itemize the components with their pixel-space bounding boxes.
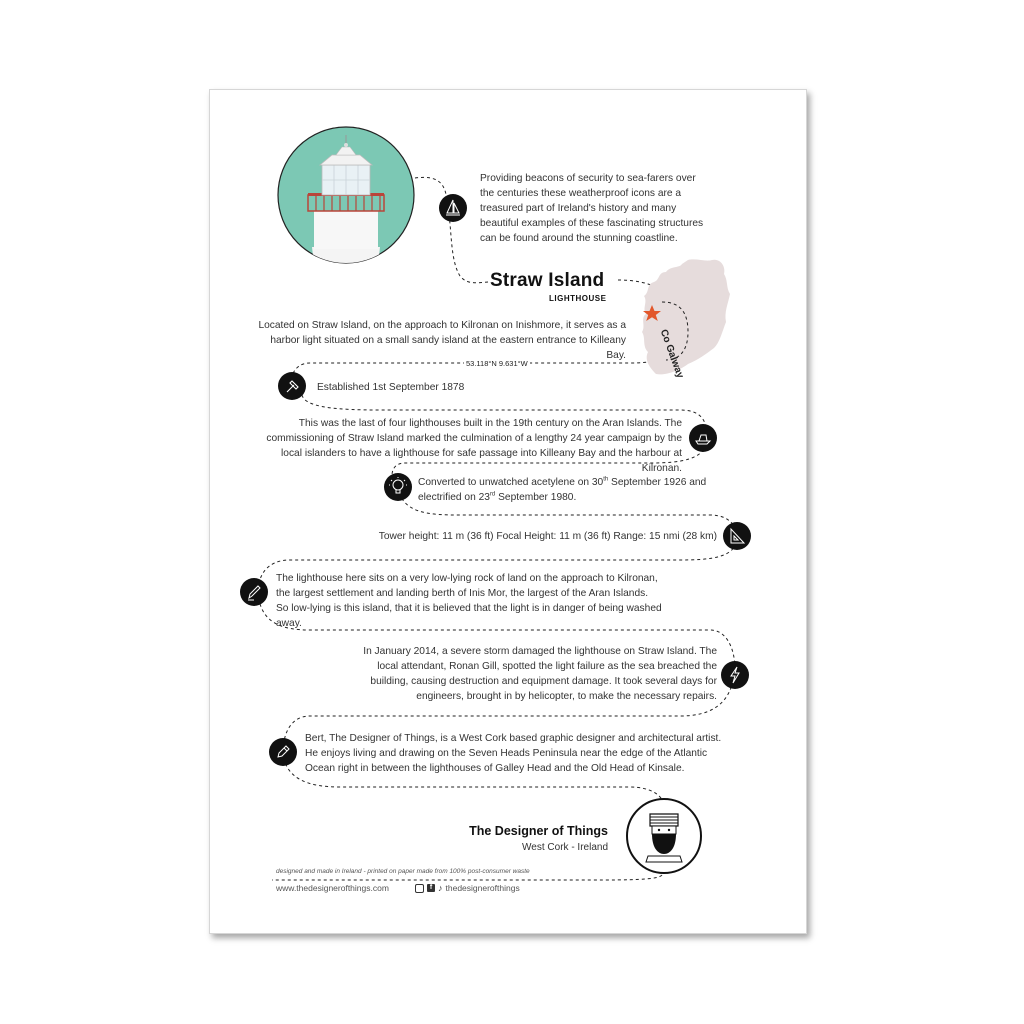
timeline-conversion: Converted to unwatched acetylene on 30th September 1926 and electrified on 23rd September 1980. <box>418 476 707 503</box>
lightning-icon <box>721 661 749 689</box>
coordinates-label: 53.118°N 9.631°W <box>466 359 528 368</box>
designer-portrait <box>624 796 704 876</box>
print-sheet <box>209 89 807 934</box>
county-label: Co Galway <box>657 328 686 380</box>
designer-location: West Cork - Ireland <box>522 842 608 853</box>
pen-icon <box>269 738 297 766</box>
facebook-icon[interactable]: f <box>427 884 435 892</box>
social-handle: thedesignerofthings <box>445 883 520 893</box>
timeline-history: This was the last of four lighthouses built in the 19th century on the Aran Islands. The commissioning of Straw Island marked the culmination of a lengthy 24 year campaign by the local islanders to have a lighthouse for safe passage into Killeany Bay and the harbour at Kilronan. <box>266 418 682 474</box>
timeline-storm: In January 2014, a severe storm damaged the lighthouse on Straw Island. The local attendant, Ronan Gill, spotted the light failure as the sea breached the building, causing destruction and equipment damage. It took several days for engineers, brought in by helicopter, to make the necessary repairs. <box>363 646 717 702</box>
footer-website[interactable]: www.thedesignerofthings.com <box>276 883 389 893</box>
hammer-icon <box>278 372 306 400</box>
tiktok-icon[interactable]: ♪ <box>438 883 443 893</box>
footer-social[interactable] <box>415 883 520 893</box>
ireland-map <box>636 256 736 381</box>
instagram-icon[interactable] <box>415 884 424 893</box>
timeline-established: Established 1st September 1878 <box>317 382 465 393</box>
intro-paragraph: Providing beacons of security to sea-farers over the centuries these weatherproof icons are a treasured part of Ireland's history and many beautiful examples of these fascinating structures can be found around the stunning coastline. <box>480 173 704 244</box>
page-subtitle: LIGHTHOUSE <box>549 294 607 303</box>
boat-icon <box>689 424 717 452</box>
page-title: Straw Island <box>490 270 605 291</box>
lightbulb-icon <box>384 473 412 501</box>
set-square-icon <box>723 522 751 550</box>
timeline-dimensions: Tower height: 11 m (36 ft) Focal Height: 11 m (36 ft) Range: 15 nmi (28 km) <box>378 531 717 542</box>
timeline-low-lying: The lighthouse here sits on a very low-lying rock of land on the approach to Kilronan, the largest settlement and landing berth of Inis Mor, the largest of the Aran Islands. So low-lying is this island, that it is believed that the light is in danger of being washed away. <box>276 573 662 629</box>
sailboat-icon <box>439 194 467 222</box>
pencil-icon <box>240 578 268 606</box>
location-paragraph: Located on Straw Island, on the approach to Kilronan on Inishmore, it serves as a harbor light situated on a small sandy island at the eastern entrance to Killeany Bay. <box>258 320 626 361</box>
timeline-designer: Bert, The Designer of Things, is a West Cork based graphic designer and architectural artist. He enjoys living and drawing on the Seven Heads Peninsula near the edge of the Atlantic Ocean right in between the lighthouses of Galley Head and the Old Head of Kinsale. <box>305 733 722 774</box>
footer-note: designed and made in Ireland - printed on paper made from 100% post-consumer waste <box>276 868 530 875</box>
designer-name: The Designer of Things <box>469 824 608 838</box>
